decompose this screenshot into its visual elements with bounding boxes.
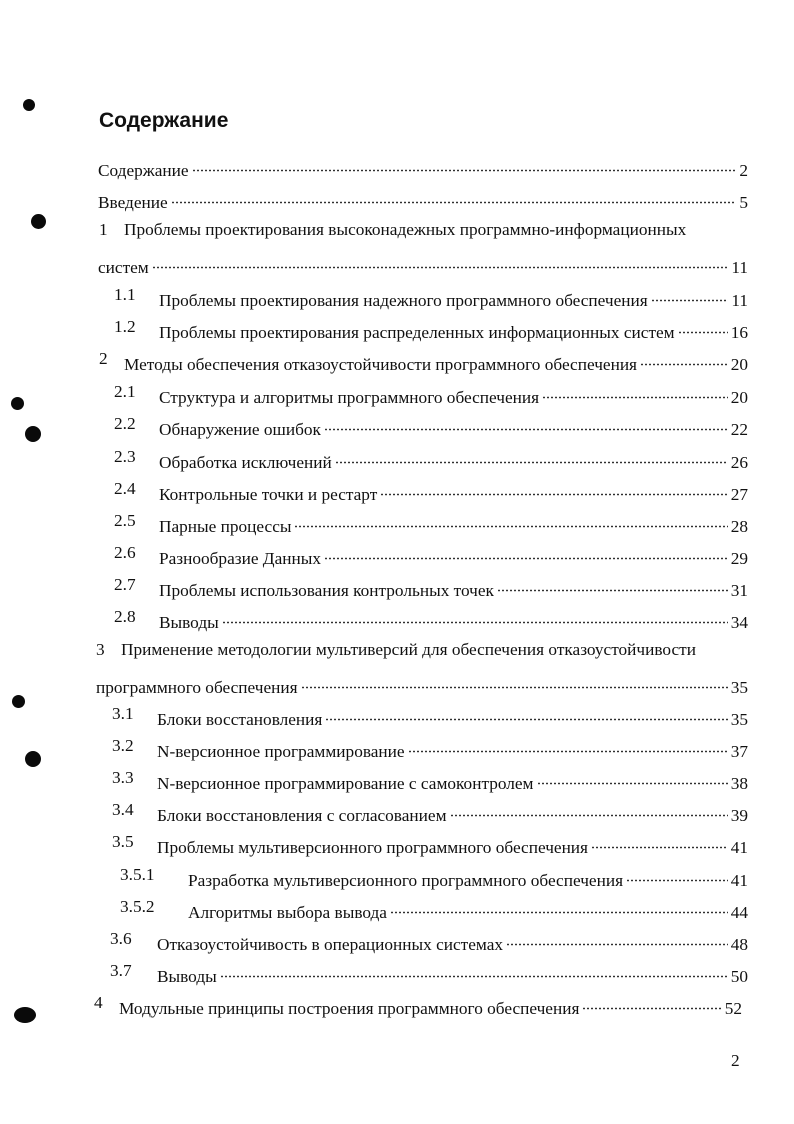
toc-entry-page: 44 <box>730 903 748 922</box>
toc-entry-page: 41 <box>730 871 748 890</box>
toc-entry-page: 41 <box>730 838 748 857</box>
toc-entry-number: 3.5.1 <box>120 865 155 884</box>
toc-dot-leader <box>335 446 728 468</box>
toc-entry[interactable] <box>0 316 794 342</box>
toc-entry[interactable] <box>0 381 794 407</box>
page-title: Содержание <box>99 109 229 132</box>
toc-entry-number: 1.1 <box>114 285 136 304</box>
toc-entry-number: 1.2 <box>114 317 136 336</box>
toc-entry[interactable] <box>0 767 794 793</box>
toc-dot-leader <box>171 186 737 208</box>
toc-entry-label: Выводы <box>159 613 219 632</box>
toc-dot-leader <box>222 606 728 628</box>
toc-entry-page: 37 <box>730 742 748 761</box>
toc-entry-number: 2.6 <box>114 543 136 562</box>
toc-dot-leader <box>152 251 729 273</box>
toc-dot-leader <box>506 928 728 950</box>
toc-entry-page: 11 <box>731 291 748 310</box>
toc-entry[interactable] <box>0 960 794 986</box>
toc-dot-leader <box>651 284 729 306</box>
toc-entry-label: Контрольные точки и рестарт <box>159 485 378 504</box>
toc-entry-number: 4 <box>94 993 103 1012</box>
toc-entry-label: Обнаружение ошибок <box>159 420 321 439</box>
toc-dot-leader <box>294 510 727 532</box>
toc-entry[interactable] <box>0 896 794 922</box>
toc-entry-number: 3.5 <box>112 832 134 851</box>
toc-entry-page: 31 <box>730 581 748 600</box>
toc-dot-leader <box>582 992 721 1014</box>
toc-dot-leader <box>497 574 728 596</box>
toc-dot-leader <box>408 735 728 757</box>
toc-dot-leader <box>678 316 728 338</box>
toc-entry-label: Содержание <box>98 161 189 180</box>
toc-entry-number: 2.1 <box>114 382 136 401</box>
toc-entry[interactable] <box>0 446 794 472</box>
toc-entry-label: N-версионное программирование с самоконтролем <box>157 774 534 793</box>
toc-entry-label: Парные процессы <box>159 517 292 536</box>
toc-entry[interactable] <box>0 928 794 954</box>
toc-dot-leader <box>537 767 728 789</box>
toc-entry-number: 1 <box>99 220 108 239</box>
toc-entry[interactable] <box>0 574 794 600</box>
toc-entry-number: 3.2 <box>112 736 134 755</box>
toc-entry-label: Обработка исключений <box>159 453 332 472</box>
toc-entry-label: Алгоритмы выбора вывода <box>188 903 387 922</box>
toc-entry[interactable] <box>0 799 794 825</box>
toc-entry-page: 38 <box>730 774 748 793</box>
toc-entry-chapter-continuation[interactable] <box>0 251 794 277</box>
toc-entry[interactable] <box>0 413 794 439</box>
toc-entry-number: 2.5 <box>114 511 136 530</box>
toc-entry[interactable] <box>0 510 794 536</box>
toc-entry-label: Введение <box>98 193 168 212</box>
toc-entry-chapter[interactable] <box>0 992 794 1018</box>
toc-entry[interactable] <box>0 831 794 857</box>
toc-dot-leader <box>192 154 737 176</box>
toc-entry[interactable] <box>0 735 794 761</box>
toc-entry-label-line1: Применение методологии мультиверсий для обеспечения отказоустойчивости <box>121 640 696 659</box>
toc-entry-number: 3.1 <box>112 704 134 723</box>
toc-entry-label: Выводы <box>157 967 217 986</box>
toc-entry-number: 3.3 <box>112 768 134 787</box>
toc-entry-number: 2.3 <box>114 447 136 466</box>
toc-entry-label: Проблемы мультиверсионного программного обеспечения <box>157 838 589 857</box>
toc-entry-label: Проблемы проектирования распределенных информационных систем <box>159 323 675 342</box>
toc-entry-page: 50 <box>730 967 748 986</box>
toc-dot-leader <box>380 478 727 500</box>
toc-entry[interactable] <box>0 542 794 568</box>
toc-dot-leader <box>542 381 728 403</box>
toc-entry-page: 34 <box>730 613 748 632</box>
toc-entry-number: 2 <box>99 349 108 368</box>
toc-entry-page: 22 <box>730 420 748 439</box>
toc-entry-page: 35 <box>730 710 748 729</box>
toc-entry-label: Разнообразие Данных <box>159 549 322 568</box>
toc-entry-label: программного обеспечения <box>96 678 298 697</box>
toc-entry[interactable] <box>0 606 794 632</box>
toc-entry-label-line1: Проблемы проектирования высоконадежных программно-информационных <box>124 220 687 239</box>
toc-dot-leader <box>640 348 728 370</box>
toc-entry-page: 48 <box>730 935 748 954</box>
toc-dot-leader <box>325 703 727 725</box>
toc-entry-label: N-версионное программирование <box>157 742 405 761</box>
toc-entry[interactable] <box>0 703 794 729</box>
punch-hole <box>23 99 35 111</box>
toc-entry-chapter[interactable] <box>0 348 794 374</box>
toc-dot-leader <box>324 413 728 435</box>
page-number: 2 <box>731 1051 740 1070</box>
toc-entry[interactable] <box>0 864 794 890</box>
toc-entry[interactable] <box>0 284 794 310</box>
toc-entry-label: Разработка мультиверсионного программного обеспечения <box>188 871 624 890</box>
toc-entry-page: 2 <box>739 161 748 180</box>
toc-entry[interactable] <box>0 186 794 212</box>
toc-entry-number: 3.7 <box>110 961 132 980</box>
toc-entry-number: 3.6 <box>110 929 132 948</box>
toc-entry-number: 3.4 <box>112 800 134 819</box>
toc-entry-number: 3.5.2 <box>120 897 155 916</box>
toc-entry-chapter-continuation[interactable] <box>0 671 794 697</box>
toc-entry[interactable] <box>0 478 794 504</box>
toc-entry-label: Структура и алгоритмы программного обеспечения <box>159 388 540 407</box>
toc-entry-page: 35 <box>730 678 748 697</box>
toc-entry-number: 2.2 <box>114 414 136 433</box>
toc-dot-leader <box>450 799 728 821</box>
toc-entry-page: 20 <box>730 388 748 407</box>
toc-entry-label: Отказоустойчивость в операционных системах <box>157 935 504 954</box>
toc-entry-label: Проблемы использования контрольных точек <box>159 581 494 600</box>
toc-entry-page: 11 <box>731 258 748 277</box>
toc-entry-number: 2.4 <box>114 479 136 498</box>
toc-entry-number: 2.8 <box>114 607 136 626</box>
toc-dot-leader <box>220 960 728 982</box>
toc-entry-page: 16 <box>730 323 748 342</box>
toc-entry-label: Методы обеспечения отказоустойчивости программного обеспечения <box>124 355 638 374</box>
toc-entry-page: 52 <box>724 999 742 1018</box>
toc-entry[interactable] <box>0 154 794 180</box>
toc-dot-leader <box>390 896 728 918</box>
toc-entry-page: 27 <box>730 485 748 504</box>
toc-entry-page: 20 <box>730 355 748 374</box>
toc-entry-label: Проблемы проектирования надежного программного обеспечения <box>159 291 648 310</box>
toc-dot-leader <box>591 831 728 853</box>
toc-entry-number: 3 <box>96 640 105 659</box>
toc-dot-leader <box>626 864 728 886</box>
toc-entry-page: 5 <box>739 193 748 212</box>
toc-entry-page: 29 <box>730 549 748 568</box>
toc-entry-page: 28 <box>730 517 748 536</box>
toc-entry-page: 26 <box>730 453 748 472</box>
toc-dot-leader <box>301 671 728 693</box>
toc-entry-label: Модульные принципы построения программного обеспечения <box>119 999 580 1018</box>
toc-entry-label: систем <box>98 258 149 277</box>
toc-dot-leader <box>324 542 728 564</box>
toc-entry-page: 39 <box>730 806 748 825</box>
toc-entry-number: 2.7 <box>114 575 136 594</box>
toc-entry-label: Блоки восстановления с согласованием <box>157 806 447 825</box>
toc-entry-label: Блоки восстановления <box>157 710 323 729</box>
